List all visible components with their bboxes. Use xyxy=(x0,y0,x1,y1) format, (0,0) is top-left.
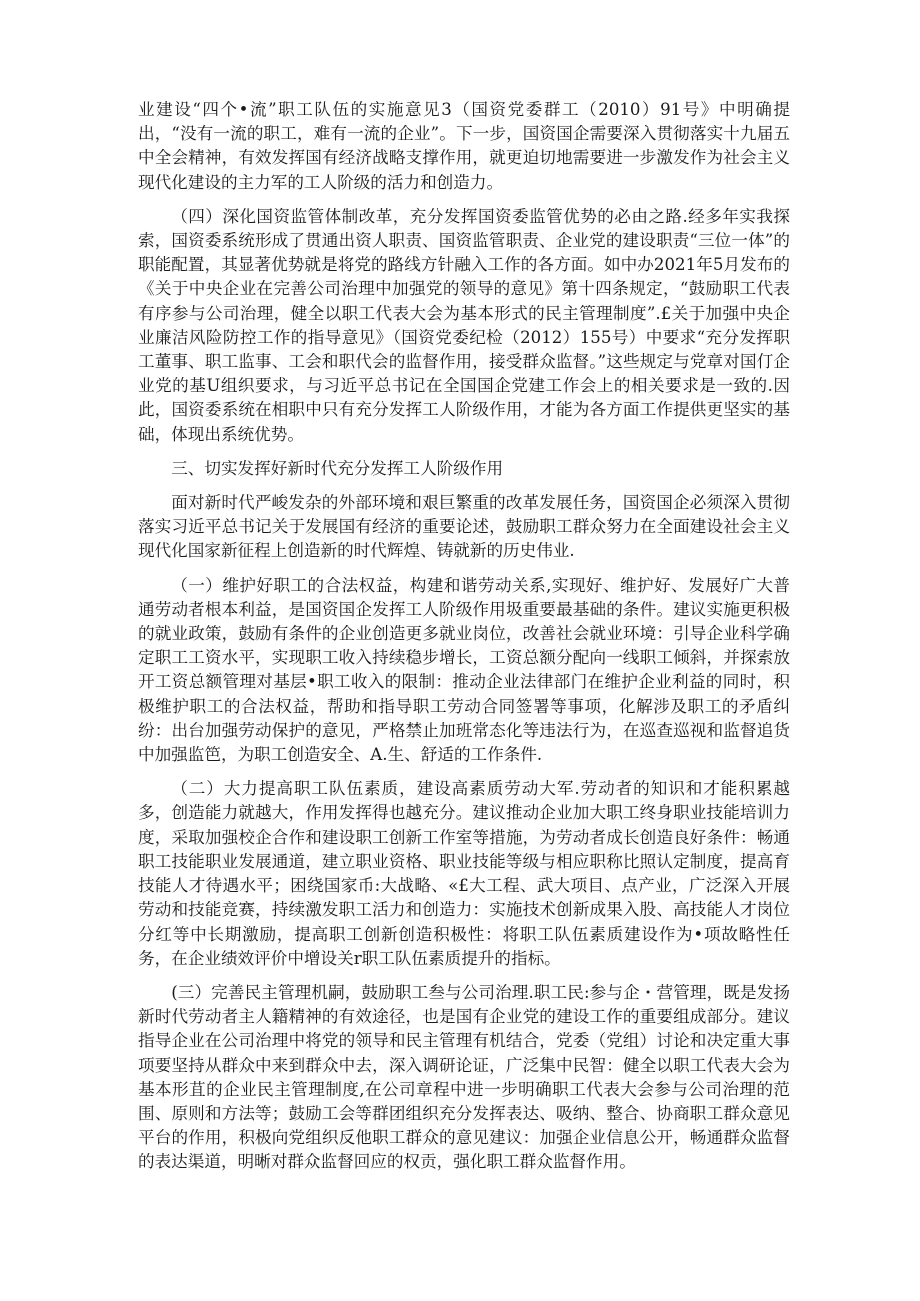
paragraph-intro: 面对新时代严峻发杂的外部环境和艰巨繁重的改革发展任务，国资国企必须深入贯彻落实习近平总书记关于发展国有经济的重要论述，鼓励职工群众努力在全面建设社会主义现代化国家新征程上创造新的时代辉煌、铸就新的历史伟业. xyxy=(138,493,790,561)
paragraph-item-one: （一）维护好职工的合法权益，构建和谐劳动关系,实现好、维护好、发展好广大普通劳动者根本利益，是国资国企发挥工人阶级作用圾重要最基础的条件。建议实施更积极的就业政策，鼓励有条件的企业创造更多就业岗位，改善社会就业环境：引导企业科学确定职工工资水平，实现职工收入持续稳步增长，工资总额分配向一线职工倾斜，并探索放开工资总额管理对基层•职工收入的限制：推动企业法律部门在维护企业利益的同时，积极维护职工的合法权益，帮助和指导职工劳动合同签署等事项，化解涉及职工的矛盾纠纷：出台加强劳动保护的意见，严格禁止加班常态化等违法行为，在巡查巡视和监督追货中加强监笆，为职工创造安全、A.生、舒适的工作条件. xyxy=(138,575,790,765)
paragraph-item-two: （二）大力提高职工队伍素质，建设高素质劳动大军.劳动者的知识和才能积累越多，创造能力就越大，作用发挥得也越充分。建议推动企业加大职工终身职业技能培训力度，采取加强校企合作和建设职工创新工作室等措施，为劳动者成长创造良好条件：畅通职工技能职业发展通道，建立职业资格、职业技能等级与相应职称比照认定制度，提高育技能人才待遇水平；困绕国家币:大战略、«£大工程、武大项目、点产业，广泛深入开展劳动和技能竞赛，持续激发职工活力和创造力：实施技术创新成果入股、高技能人才岗位分红等中长期激励，提高职工创新创造积极性：将职工队伍素质建设作为•项故略性任务，在企业绩效评价中增设关r职工队伍素质提升的指标。 xyxy=(138,779,790,968)
paragraph-item-three: (三）完善民主管理机嗣，鼓励职工叁与公司治理.职工民:参与企・营管理，既是发扬新时代劳动者主人籍精神的有效途径，也是国有企业党的建设工作的重要组成部分。建议指导企业在公司治理中将党的领导和民主管理有机结合，党委（党组）讨论和决定重大事项要坚持从群众中来到群众中去，深入调研论证，广泛集中民智：健全以职工代表大会为基本形苴的企业民主管理制度,在公司章程中进一步明确职工代表大会参与公司治理的范围、原则和方法等；鼓励工会等群团组织充分发挥表达、吸纳、整合、协商职工群众意见平台的作用，积极向党组织反他职工群众的意见建议：加强企业信息公开，畅通群众监督的表达渠道，明晰对群众监督回应的权贡，强化职工群众监督作用。 xyxy=(138,982,790,1172)
paragraph-section-four: （四）深化国资监管体制改革，充分发挥国资委监管优势的必由之路.经多年实我探索，国资委系统形成了贯通出资人职责、国资监管职责、企业党的建设职责“三位一体”的职能配置，其显著优势就是将党的路线方针融入工作的各方面。如中办2021年5月发布的《关于中央企业在完善公司治理中加强党的领导的意见》第十四条规定，“鼓励职工代表有序参与公司治理，健全以职工代表大会为基本形式的民主管理制度”.£关于加强中央企业廉洁风险防控工作的指导意见》（国资党委纪检（2012）155号）中要求“充分发挥职工董事、职工监事、工会和职代会的监督作用，接受群众监督。”这些规定与党章对国仃企业党的基U组织要求，与习近平总书记在全国国企党建工作会上的相关要求是一致的.因此，国资委系统在相职中只有充分发挥工人阶级作用，才能为各方面工作提供更坚实的基础，体现出系统优势。 xyxy=(138,206,790,444)
document-page xyxy=(138,98,790,1185)
section-heading-three: 三、切实发挥好新时代充分发挥工人阶级作用 xyxy=(171,458,504,478)
paragraph-continuation: 业建设“四个•流”职工队伍的实施意见3（国资党委群工（2010）91号》中明确提出，“没有一流的职工，难有一流的企业”。下一步，国资国企需要深入贯彻落实十九届五中全会精神，有效发挥国有经济战略支撑作用，就更迫切地需要进一步激发作为社会主义现代化建设的主力军的工人阶级的活力和创造力。 xyxy=(138,100,790,192)
